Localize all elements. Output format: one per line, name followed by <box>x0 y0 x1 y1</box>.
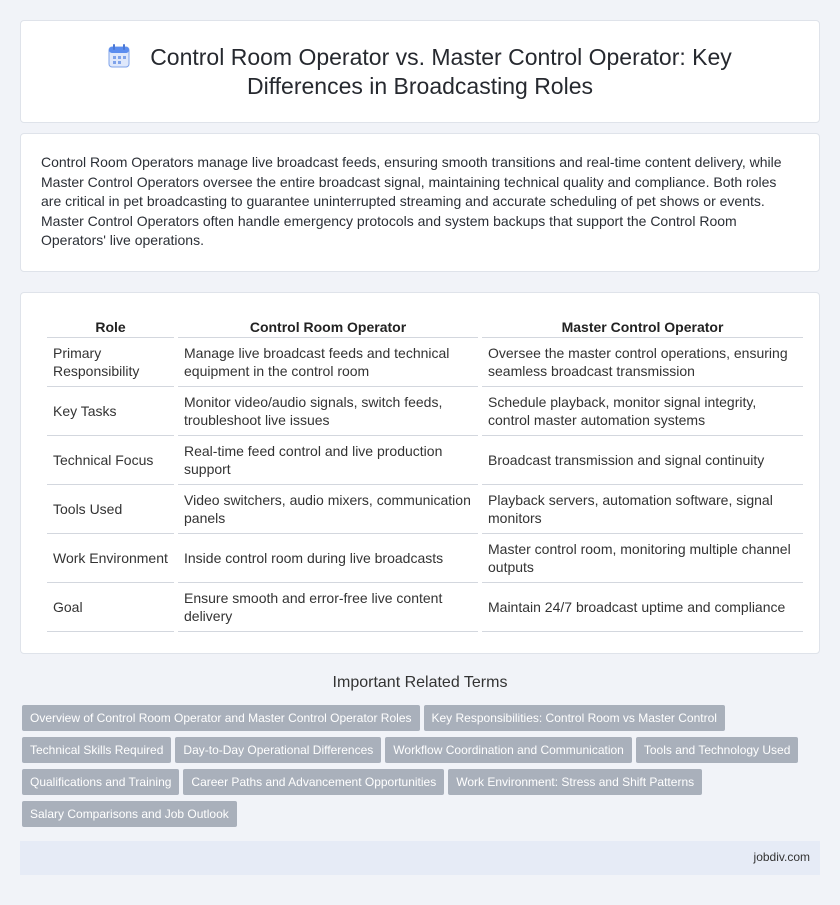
control-room-cell: Real-time feed control and live production support <box>178 436 478 485</box>
comparison-table <box>43 315 807 632</box>
footer-site-link[interactable]: jobdiv.com <box>753 850 810 864</box>
control-room-cell: Inside control room during live broadcasts <box>178 534 478 583</box>
master-control-cell: Oversee the master control operations, ensuring seamless broadcast transmission <box>482 338 803 387</box>
row-label: Key Tasks <box>47 387 174 436</box>
master-control-cell: Broadcast transmission and signal continuity <box>482 436 803 485</box>
related-tag[interactable]: Workflow Coordination and Communication <box>385 737 632 763</box>
table-row <box>47 583 803 632</box>
control-room-cell: Manage live broadcast feeds and technical equipment in the control room <box>178 338 478 387</box>
control-room-cell: Video switchers, audio mixers, communication panels <box>178 485 478 534</box>
intro-card <box>20 133 820 272</box>
row-label: Technical Focus <box>47 436 174 485</box>
row-label: Primary Responsibility <box>47 338 174 387</box>
row-label: Goal <box>47 583 174 632</box>
header-control-room-operator: Control Room Operator <box>178 315 478 338</box>
calendar-icon <box>108 44 130 68</box>
table-row <box>47 485 803 534</box>
master-control-cell: Master control room, monitoring multiple channel outputs <box>482 534 803 583</box>
row-label: Tools Used <box>47 485 174 534</box>
table-row <box>47 338 803 387</box>
related-tag[interactable]: Qualifications and Training <box>22 769 179 795</box>
related-tag[interactable]: Tools and Technology Used <box>636 737 799 763</box>
row-label: Work Environment <box>47 534 174 583</box>
control-room-cell: Monitor video/audio signals, switch feeds, troubleshoot live issues <box>178 387 478 436</box>
related-terms-heading: Important Related Terms <box>332 674 508 691</box>
header-master-control-operator: Master Control Operator <box>482 315 803 338</box>
page-title <box>21 43 819 101</box>
table-row <box>47 534 803 583</box>
related-tag[interactable]: Technical Skills Required <box>22 737 171 763</box>
master-control-cell: Schedule playback, monitor signal integrity, control master automation systems <box>482 387 803 436</box>
related-tag[interactable]: Career Paths and Advancement Opportunities <box>183 769 444 795</box>
intro-paragraph: Control Room Operators manage live broadcast feeds, ensuring smooth transitions and real-time content delivery, while Master Control Operators oversee the entire broadcast signal, maintaining technical quality and compliance. Both roles are critical in pet broadcasting to guarantee uninterrupted streaming and accurate scheduling of pet shows or events. Master Control Operators often handle emergency protocols and system backups that support the Control Room Operators' live operations. <box>41 154 782 248</box>
related-terms-tags <box>22 705 822 833</box>
related-tag[interactable]: Day-to-Day Operational Differences <box>175 737 381 763</box>
table-row <box>47 436 803 485</box>
title-text: Control Room Operator vs. Master Control Operator: Key Differences in Broadcasting Roles <box>150 44 732 99</box>
master-control-cell: Maintain 24/7 broadcast uptime and compliance <box>482 583 803 632</box>
related-tag[interactable]: Overview of Control Room Operator and Master Control Operator Roles <box>22 705 420 731</box>
related-tag[interactable]: Work Environment: Stress and Shift Patterns <box>448 769 702 795</box>
control-room-cell: Ensure smooth and error-free live content delivery <box>178 583 478 632</box>
table-header-row <box>47 315 803 338</box>
related-tag[interactable]: Key Responsibilities: Control Room vs Master Control <box>424 705 725 731</box>
master-control-cell: Playback servers, automation software, signal monitors <box>482 485 803 534</box>
header-role: Role <box>47 315 174 338</box>
footer <box>20 841 820 875</box>
header-card <box>20 20 820 123</box>
table-row <box>47 387 803 436</box>
related-tag[interactable]: Salary Comparisons and Job Outlook <box>22 801 237 827</box>
comparison-table-card <box>20 292 820 654</box>
